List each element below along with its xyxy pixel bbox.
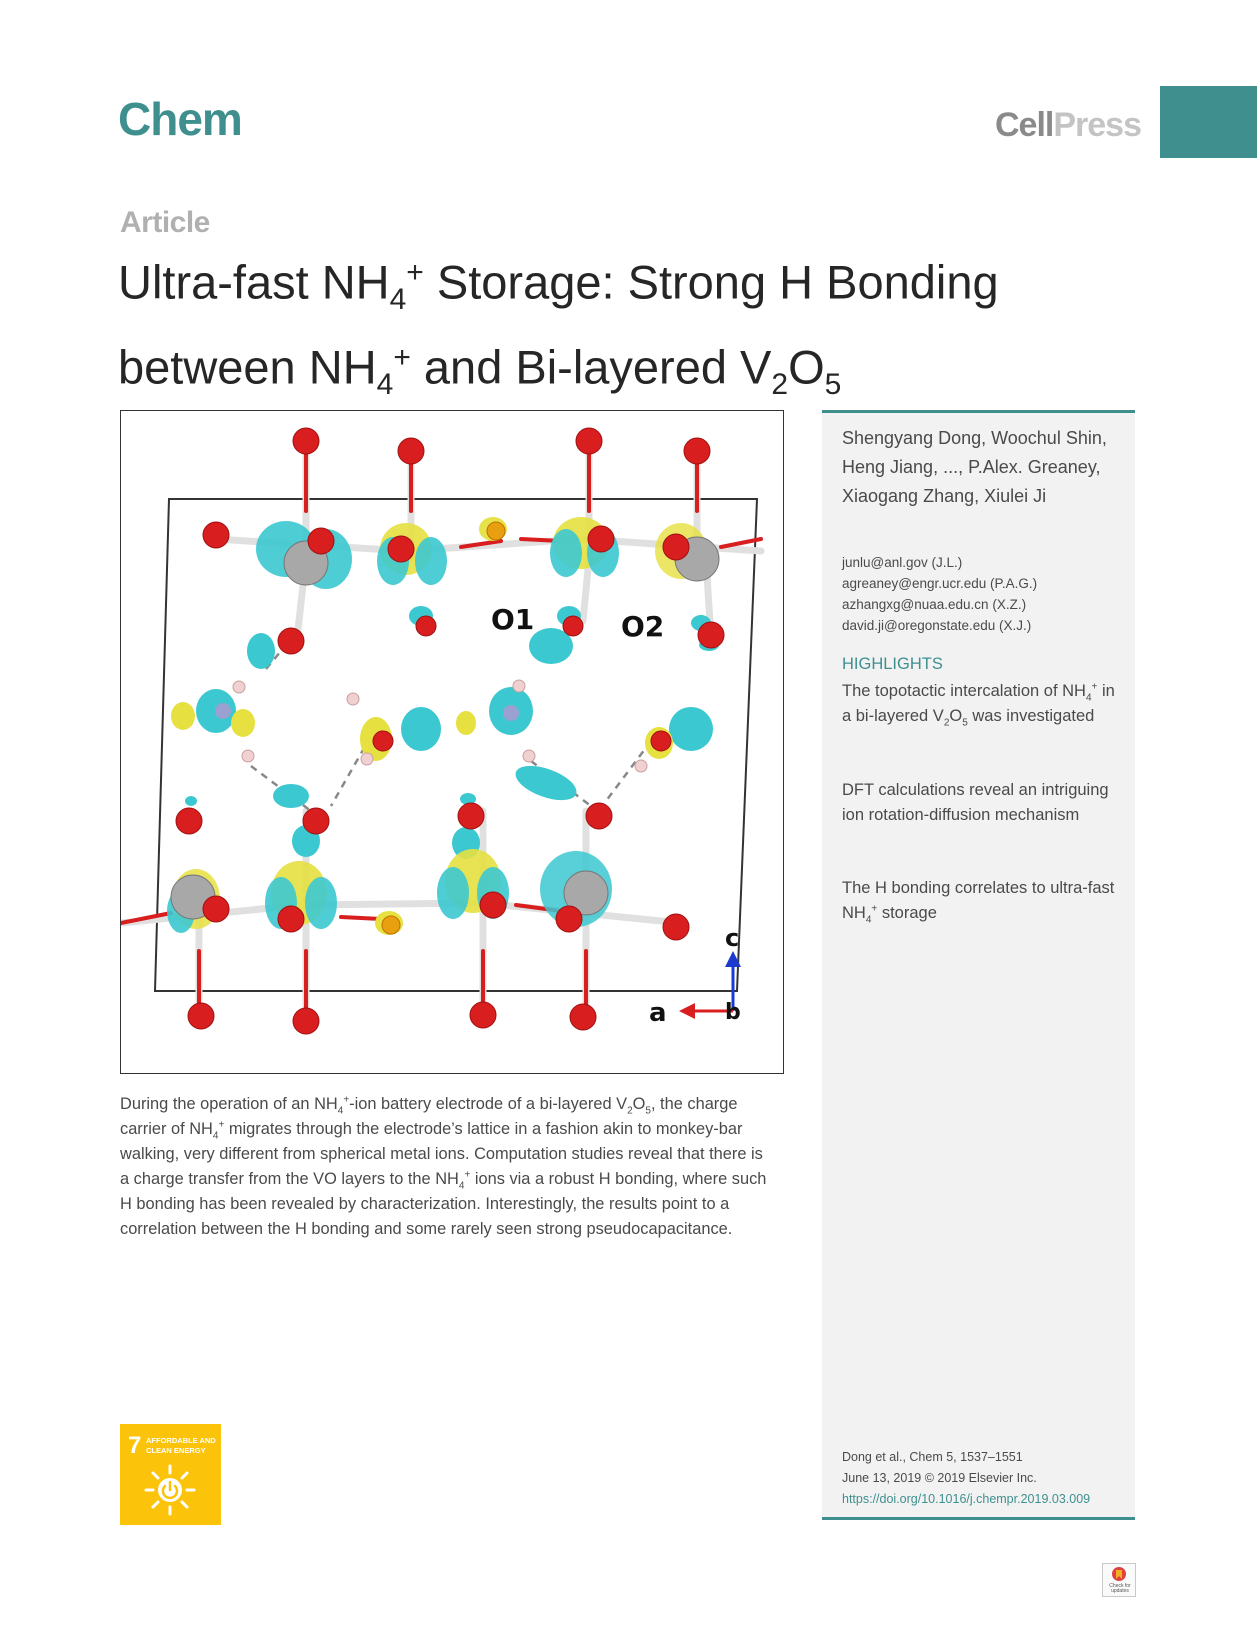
sdg-label: AFFORDABLE AND CLEAN ENERGY: [146, 1436, 216, 1455]
doi-link[interactable]: https://doi.org/10.1016/j.chempr.2019.03.009: [842, 1492, 1091, 1506]
oxygen-atoms: [176, 428, 724, 1034]
highlight-item: The topotactic intercalation of $NH_4^+$ in a bi-layered $V_2O_5$ was investigated: [842, 681, 1115, 729]
sun-power-icon: [142, 1464, 198, 1516]
correspondence-emails: [842, 552, 1037, 636]
check-for-updates-button[interactable]: [1102, 1563, 1136, 1597]
email-link[interactable]: agreaney@engr.ucr.edu (P.A.G.): [842, 576, 1038, 591]
crystal-structure-illustration: [121, 411, 783, 1073]
article-type-label: Article: [120, 206, 210, 239]
axis-a-label: a: [649, 998, 667, 1028]
check-for-updates-label: Check for updates: [1109, 1583, 1131, 1594]
journal-logo[interactable]: Chem: [118, 93, 242, 145]
summary-paragraph: During the operation of an $NH_4^+$-ion battery electrode of a bi-layered $V_2O_5$, the charge carrier of $NH_4^+$ migrates through the electrode’s lattice in a fashion akin to monkey-bar walking, very different from spherical metal ions. Computation studies reveal that there is a charge transfer from the VO layers to the $NH_4^+$ ions via a robust H bonding, where such H bonding has been revealed by characterization. Interestingly, the results point to a correlation between the H bonding and some rarely seen strong pseudocapacitance.: [120, 1094, 767, 1238]
highlight-item: The H bonding correlates to ultra-fast $NH_4^+$ storage: [842, 879, 1115, 926]
highlight-item: DFT calculations reveal an intriguing ion rotation-diffusion mechanism: [842, 781, 1109, 824]
article-title: Ultra-fast $NH_4^+$ Storage: Strong H Bonding between $NH_4^+$ and Bi-layered $V_2O_5$: [118, 255, 999, 402]
citation-block: [842, 1447, 1090, 1510]
section-tab: [1160, 86, 1257, 158]
label-o1: O1: [491, 603, 535, 636]
bookmark-icon: [1103, 1564, 1135, 1584]
hydrogen-bonds: [251, 651, 651, 811]
sdg-number: 7: [128, 1432, 142, 1459]
author-list: Shengyang Dong, Woochul Shin, Heng Jiang, ..., P.Alex. Greaney, Xiaogang Zhang, Xiulei Ji: [842, 428, 1107, 506]
highlights-heading: HIGHLIGHTS: [842, 655, 943, 673]
citation-reference: Dong et al., Chem 5, 1537–1551: [842, 1450, 1023, 1464]
publisher-logo-part2: Press: [1053, 106, 1141, 144]
axis-b-label: b: [725, 1000, 741, 1025]
email-link[interactable]: junlu@anl.gov (J.L.): [842, 555, 963, 570]
publisher-logo[interactable]: [995, 106, 1141, 145]
label-o2: O2: [621, 610, 665, 643]
sdg-badge[interactable]: [120, 1424, 221, 1525]
axis-c-label: c: [725, 924, 740, 952]
charge-density-lobes: [167, 517, 719, 935]
graphical-abstract-figure: [120, 410, 784, 1074]
email-link[interactable]: david.ji@oregonstate.edu (X.J.): [842, 618, 1032, 633]
publisher-logo-part1: Cell: [995, 106, 1054, 144]
email-link[interactable]: azhangxg@nuaa.edu.cn (X.Z.): [842, 597, 1027, 612]
citation-date: June 13, 2019 © 2019 Elsevier Inc.: [842, 1471, 1037, 1485]
